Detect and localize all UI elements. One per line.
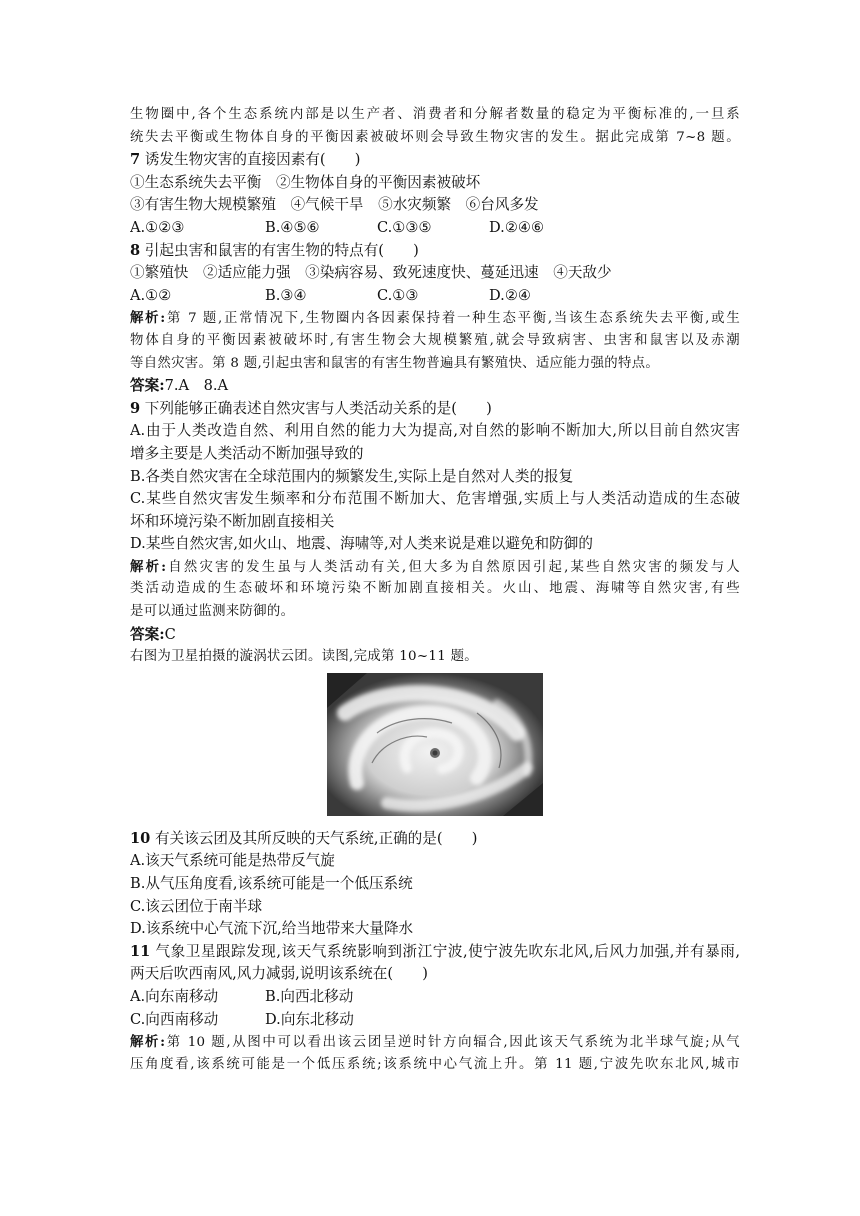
analysis-2-line-1 [130, 556, 740, 579]
option-b: B.向西北移动 [265, 988, 354, 1005]
option-a: A.向东南移动 [130, 988, 219, 1005]
question-10-option-c: C.该云团位于南半球 [130, 897, 263, 915]
option-d: D.②④⑥ [489, 218, 545, 236]
option-b: B.③④ [265, 286, 307, 304]
analysis-text: 第 10 题,从图中可以看出该云团呈逆时针方向辐合,因此该天气系统为北半球气旋;从气 [165, 1035, 740, 1051]
question-11-options-row-2 [130, 1009, 740, 1032]
analysis-2-line-3: 是可以通过监测来防御的。 [130, 604, 295, 620]
question-10-stem [130, 828, 740, 851]
answer-2 [130, 624, 740, 647]
option-c: C.①③⑤ [377, 218, 432, 236]
option-c: C.向西南移动 [130, 1010, 219, 1028]
question-8-items-1: ①繁殖快 ②适应能力强 ③染病容易、致死速度快、蔓延迅速 ④天敌少 [130, 264, 612, 282]
question-number: 7 [130, 151, 141, 169]
question-11-stem-line-2: 两天后吹西南风,风力减弱,说明该系统在( ) [130, 965, 428, 983]
question-8-stem [130, 240, 740, 263]
satellite-image [130, 673, 740, 816]
question-9-option-c-line-1: C.某些自然灾害发生频率和分布范围不断加大、危害增强,实质上与人类活动造成的生态破 [130, 490, 740, 508]
question-text: 诱发生物灾害的直接因素有( ) [144, 151, 361, 169]
document-page [130, 104, 740, 1076]
option-c: C.①③ [377, 286, 419, 304]
intro-line-2: 统失去平衡或生物体自身的平衡因素被破坏则会导致生物灾害的发生。据此完成第 7~8 题。 [130, 129, 740, 145]
figure-intro: 右图为卫星拍摄的漩涡状云团。读图,完成第 10~11 题。 [130, 649, 478, 665]
question-11-stem-line-1 [130, 941, 740, 964]
question-text: 气象卫星跟踪发现,该天气系统影响到浙江宁波,使宁波先吹东北风,后风力加强,并有暴雨, [155, 942, 740, 960]
question-7-items-2: ③有害生物大规模繁殖 ④气候干旱 ⑤水灾频繁 ⑥台风多发 [130, 196, 539, 214]
question-text: 下列能够正确表述自然灾害与人类活动关系的是( ) [144, 399, 492, 417]
analysis-label: 解析: [130, 1034, 166, 1051]
question-11-options-row-1 [130, 986, 740, 1009]
question-9-option-b: B.各类自然灾害在全球范围内的频繁发生,实际上是自然对人类的报复 [130, 467, 574, 485]
question-9-stem [130, 398, 740, 421]
analysis-text: 第 7 题,正常情况下,生物圈内各因素保持着一种生态平衡,当该生态系统失去平衡,或生 [165, 311, 740, 327]
option-a: A.①②③ [130, 218, 185, 236]
analysis-2-line-2: 类活动造成的生态破坏和环境污染不断加剧直接相关。火山、地震、海啸等自然灾害,有些 [130, 581, 740, 597]
answer-text: 7.A 8.A [164, 377, 229, 395]
question-number: 11 [130, 942, 151, 960]
question-9-option-c-line-2: 坏和环境污染不断加剧直接相关 [130, 512, 335, 530]
intro-line-1: 生物圈中,各个生态系统内部是以生产者、消费者和分解者数量的稳定为平衡标准的,一旦系 [130, 107, 740, 122]
question-10-option-d: D.该系统中心气流下沉,给当地带来大量降水 [130, 920, 414, 938]
question-7-items-1: ①生态系统失去平衡 ②生物体自身的平衡因素被破坏 [130, 173, 481, 191]
analysis-1-line-1 [130, 307, 740, 330]
question-text: 引起虫害和鼠害的有害生物的特点有( ) [144, 241, 419, 259]
analysis-1-line-2: 物体自身的平衡因素被破坏时,有害生物会大规模繁殖,就会导致病害、虫害和鼠害以及赤潮 [130, 332, 740, 348]
question-9-option-a-line-1: A.由于人类改造自然、利用自然的能力大为提高,对自然的影响不断加大,所以目前自然灾害 [130, 422, 740, 440]
answer-1 [130, 375, 740, 398]
analysis-label: 解析: [130, 310, 166, 327]
question-9-option-d: D.某些自然灾害,如火山、地震、海啸等,对人类来说是难以避免和防御的 [130, 535, 593, 553]
analysis-label: 解析: [130, 558, 167, 575]
option-a: A.①② [130, 286, 172, 304]
question-number: 10 [130, 829, 151, 847]
answer-text: C [164, 625, 176, 643]
option-b: B.④⑤⑥ [265, 218, 320, 236]
question-7-options [130, 217, 740, 240]
question-number: 8 [130, 241, 141, 259]
question-10-option-b: B.从气压角度看,该系统可能是一个低压系统 [130, 875, 413, 893]
analysis-1-line-3: 等自然灾害。第 8 题,引起虫害和鼠害的有害生物普遍具有繁殖快、适应能力强的特点。 [130, 355, 660, 371]
question-9-option-a-line-2: 增多主要是人类活动不断加强导致的 [130, 444, 364, 462]
question-10-option-a: A.该天气系统可能是热带反气旋 [130, 852, 335, 870]
question-8-options [130, 285, 740, 308]
cyclone-cloud-photo [327, 673, 543, 816]
analysis-3-line-2: 压角度看,该系统可能是一个低压系统;该系统中心气流上升。第 11 题,宁波先吹东北风,城市 [130, 1056, 740, 1072]
question-text: 有关该云团及其所反映的天气系统,正确的是( ) [154, 829, 478, 847]
option-d: D.②④ [489, 286, 531, 304]
question-number: 9 [130, 399, 141, 417]
option-d: D.向东北移动 [265, 1010, 354, 1028]
analysis-text: 自然灾害的发生虽与人类活动有关,但大多为自然原因引起,某些自然灾害的频发与人 [166, 559, 740, 575]
analysis-3-line-1 [130, 1031, 740, 1054]
answer-label: 答案: [130, 377, 165, 395]
question-7-stem [130, 149, 740, 172]
answer-label: 答案: [130, 625, 165, 643]
